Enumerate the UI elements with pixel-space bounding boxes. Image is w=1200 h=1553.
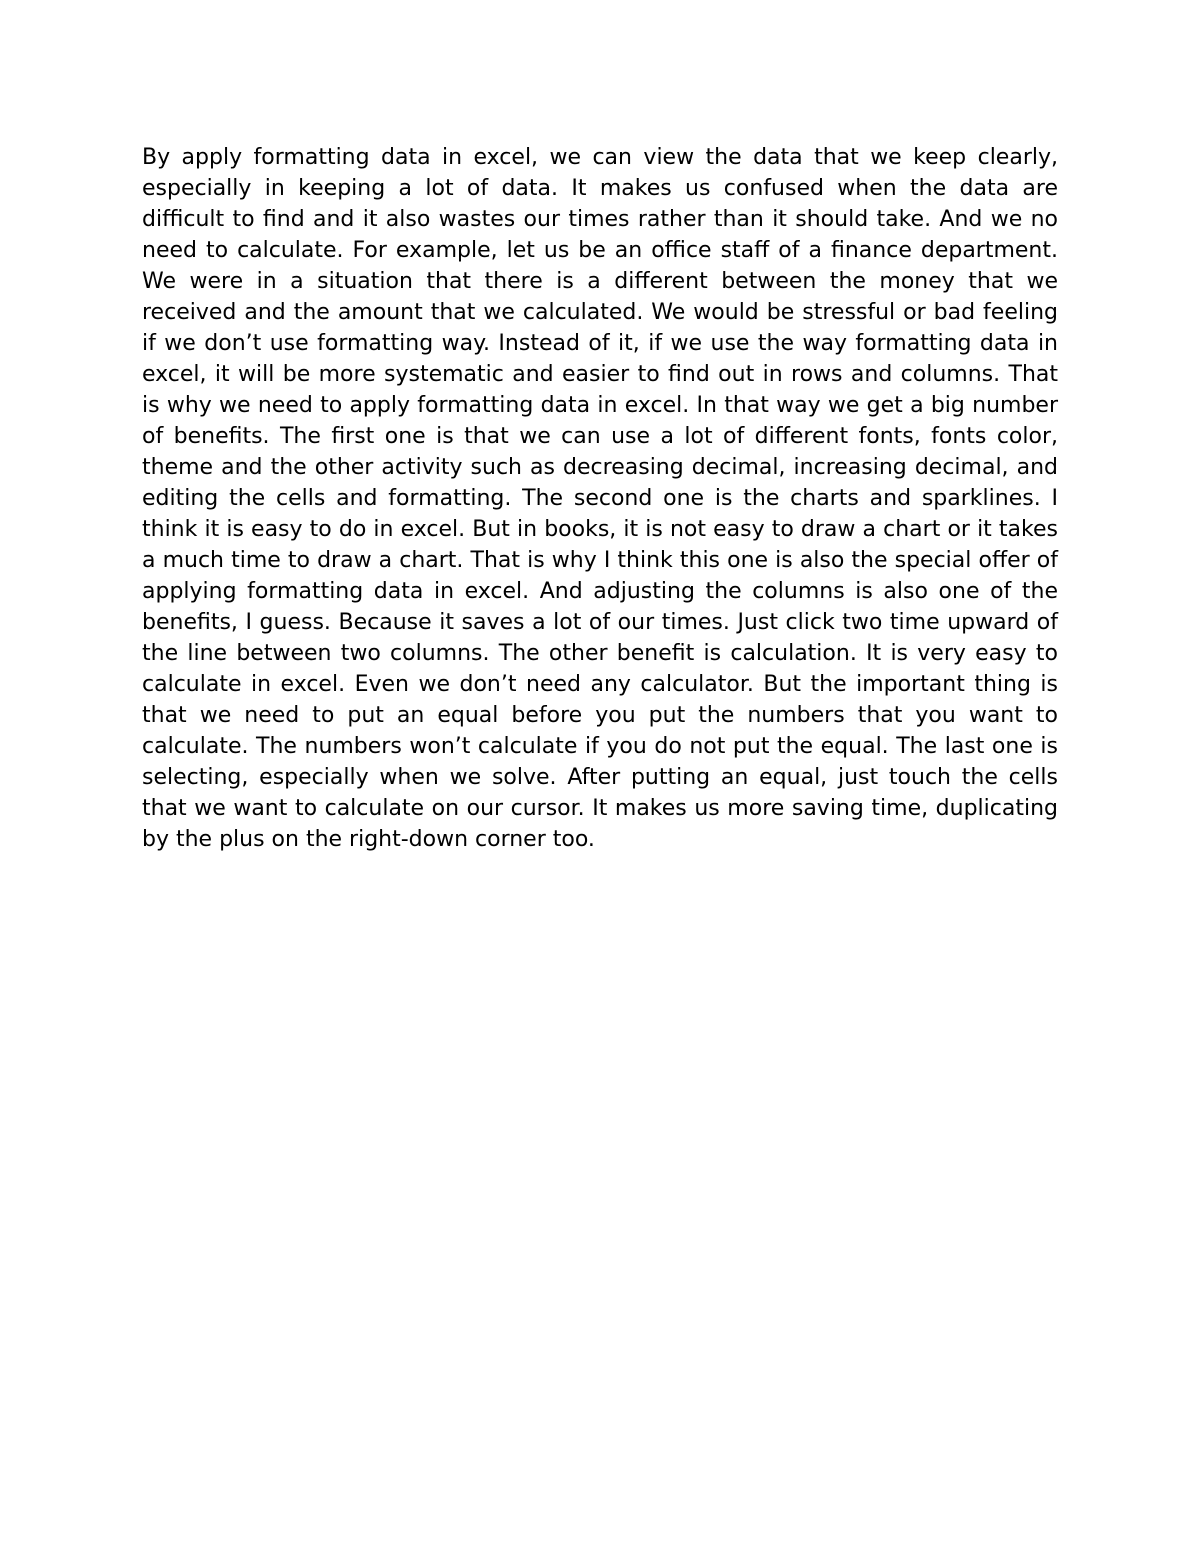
body-paragraph: By apply formatting data in excel, we can view the data that we keep clearly, especially in keeping a lot of data. It makes us confused when the data are difficult to find and it also wastes our times rather than it should take. And we no need to calculate. For example, let us be an office staff of a finance department. We were in a situation that there is a different between the money that we received and the amount that we calculated. We would be stressful or bad feeling if we don’t use formatting way. Instead of it, if we use the way formatting data in excel, it will be more systematic and easier to find out in rows and columns. That is why we need to apply formatting data in excel. In that way we get a big number of benefits. The first one is that we can use a lot of different fonts, fonts color, theme and the other activity such as decreasing decimal, increasing decimal, and editing the cells and formatting. The second one is the charts and sparklines. I think it is easy to do in excel. But in books, it is not easy to draw a chart or it takes a much time to draw a chart. That is why I think this one is also the special offer of applying formatting data in excel. And adjusting the columns is also one of the benefits, I guess. Because it saves a lot of our times. Just click two time upward of the line between two columns. The other benefit is calculation. It is very easy to calculate in excel. Even we don’t need any calculator. But the important thing is that we need to put an equal before you put the numbers that you want to calculate. The numbers won’t calculate if you do not put the equal. The last one is selecting, especially when we solve. After putting an equal, just touch the cells that we want to calculate on our cursor. It makes us more saving time, duplicating by the plus on the right-down corner too. (142, 145, 1058, 852)
